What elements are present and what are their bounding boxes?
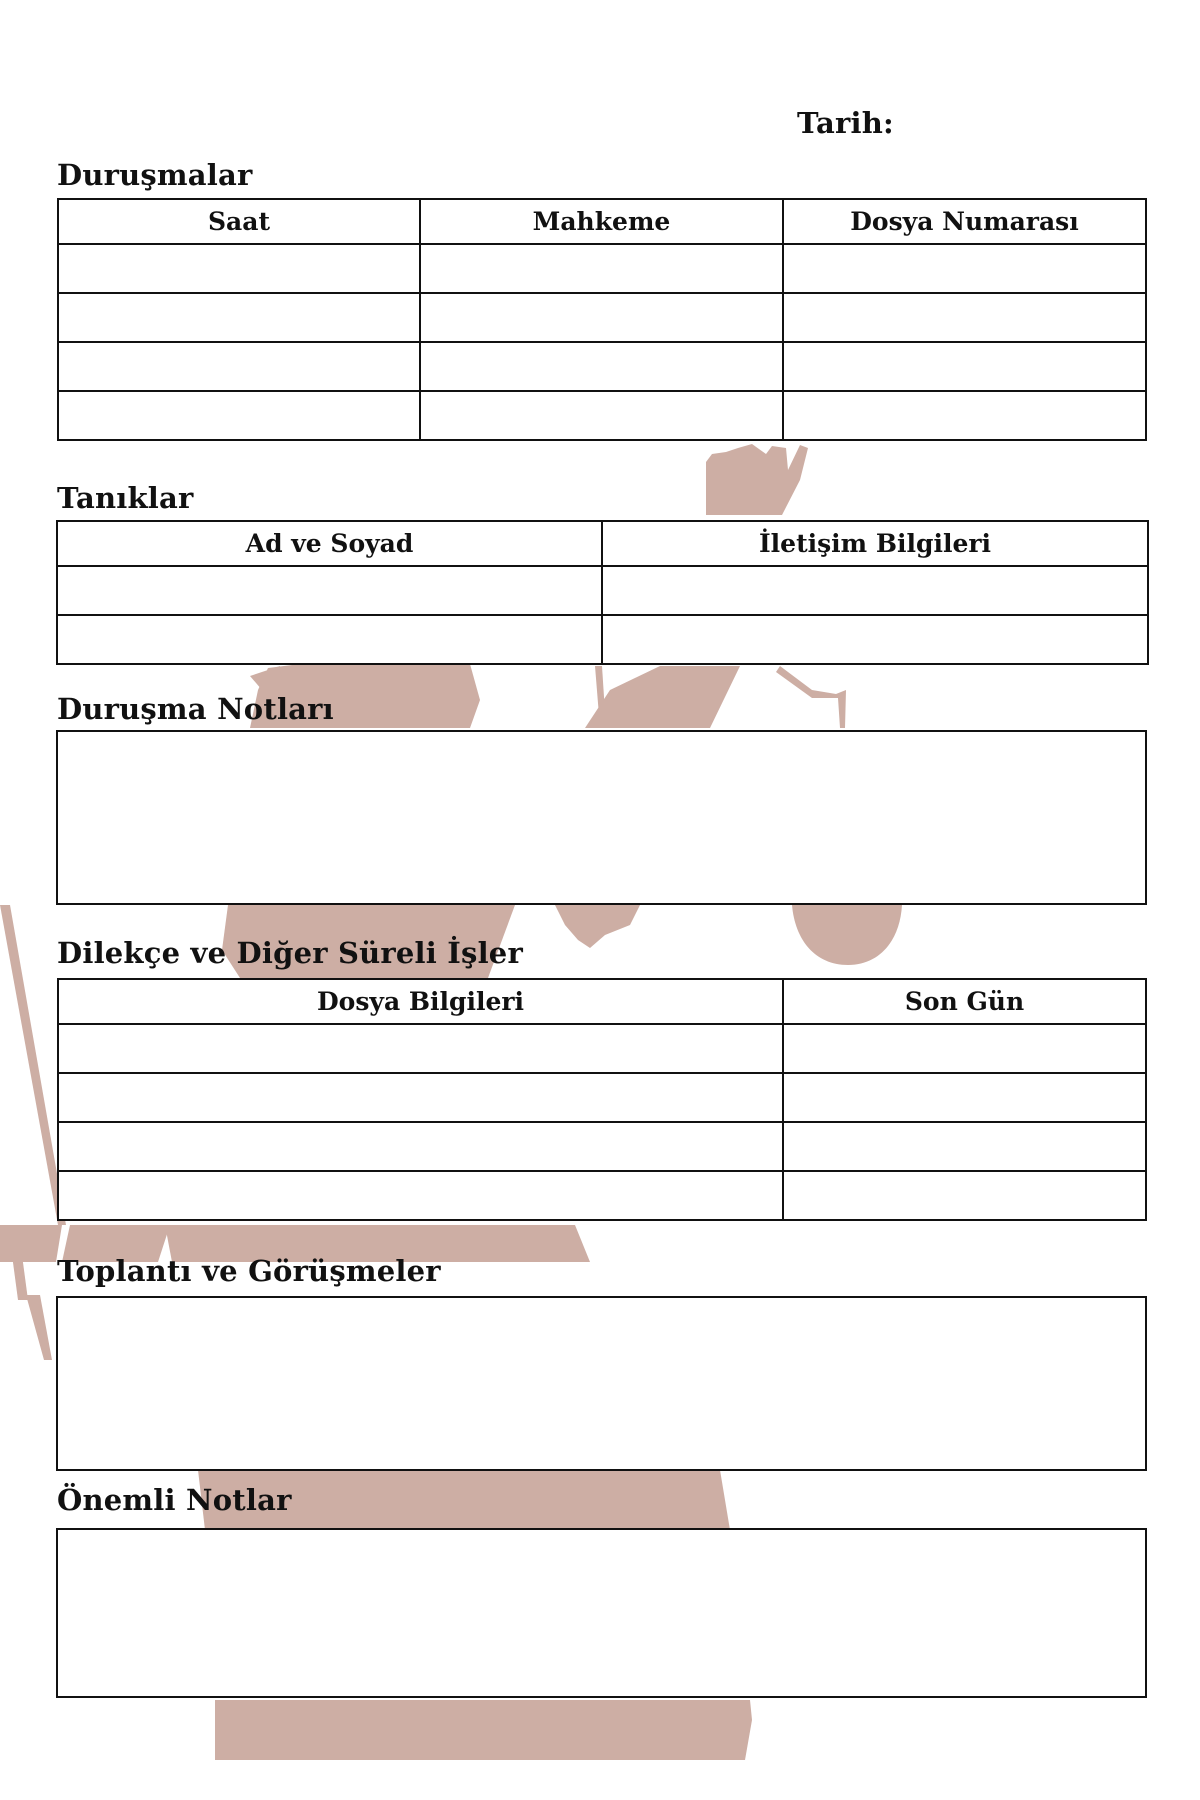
column-header-full-name: Ad ve Soyad [57,521,602,566]
column-header-time: Saat [58,199,420,244]
full-name-cell[interactable] [57,566,602,615]
table-row [58,293,1146,342]
deadline-cell[interactable] [783,1073,1146,1122]
file-number-cell[interactable] [783,391,1146,440]
file-info-cell[interactable] [58,1171,783,1220]
hearings-table [57,198,1147,441]
deadline-cell[interactable] [783,1171,1146,1220]
table-row [58,1122,1146,1171]
column-header-file-info: Dosya Bilgileri [58,979,783,1024]
hearing-notes-box[interactable] [56,730,1147,905]
petitions-title: Dilekçe ve Diğer Süreli İşler [57,936,523,970]
meetings-title: Toplantı ve Görüşmeler [57,1254,441,1288]
court-cell[interactable] [420,244,783,293]
petitions-header-row [58,979,1146,1024]
witnesses-title: Tanıklar [57,481,194,515]
witnesses-header-row [57,521,1148,566]
court-cell[interactable] [420,293,783,342]
time-cell[interactable] [58,244,420,293]
file-number-cell[interactable] [783,244,1146,293]
hearings-header-row [58,199,1146,244]
file-info-cell[interactable] [58,1024,783,1073]
column-header-file-number: Dosya Numarası [783,199,1146,244]
important-notes-box[interactable] [56,1528,1147,1698]
file-number-cell[interactable] [783,293,1146,342]
date-label: Tarih: [797,106,894,140]
file-number-cell[interactable] [783,342,1146,391]
petitions-table [57,978,1147,1221]
full-name-cell[interactable] [57,615,602,664]
court-cell[interactable] [420,391,783,440]
witnesses-table [56,520,1149,665]
table-row [57,566,1148,615]
column-header-contact-info: İletişim Bilgileri [602,521,1148,566]
table-row [58,244,1146,293]
table-row [58,1171,1146,1220]
table-row [58,391,1146,440]
column-header-deadline: Son Gün [783,979,1146,1024]
time-cell[interactable] [58,391,420,440]
hearings-title: Duruşmalar [57,158,253,192]
table-row [58,1024,1146,1073]
important-notes-title: Önemli Notlar [57,1483,292,1517]
file-info-cell[interactable] [58,1073,783,1122]
file-info-cell[interactable] [58,1122,783,1171]
table-row [57,615,1148,664]
contact-info-cell[interactable] [602,566,1148,615]
column-header-court: Mahkeme [420,199,783,244]
table-row [58,342,1146,391]
court-cell[interactable] [420,342,783,391]
contact-info-cell[interactable] [602,615,1148,664]
deadline-cell[interactable] [783,1024,1146,1073]
time-cell[interactable] [58,342,420,391]
time-cell[interactable] [58,293,420,342]
meetings-box[interactable] [56,1296,1147,1471]
table-row [58,1073,1146,1122]
deadline-cell[interactable] [783,1122,1146,1171]
hearing-notes-title: Duruşma Notları [57,692,334,726]
